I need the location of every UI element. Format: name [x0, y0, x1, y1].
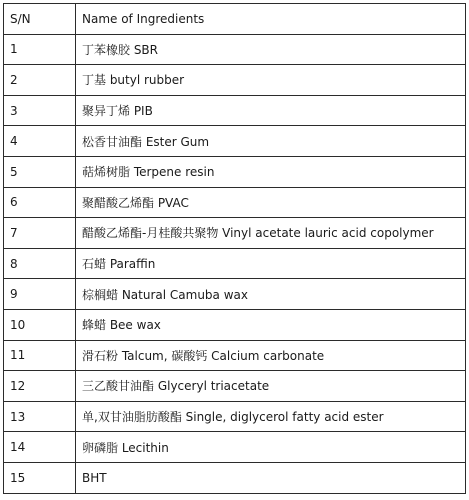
table-row: [4, 187, 466, 218]
row-sn-cell: 4: [4, 126, 76, 157]
header-ingredient-name: Name of Ingredients: [76, 4, 466, 35]
table-row: [4, 95, 466, 126]
row-sn-cell: 13: [4, 401, 76, 432]
row-sn-cell: 9: [4, 279, 76, 310]
table-row: [4, 156, 466, 187]
row-sn-cell: 8: [4, 248, 76, 279]
row-ingredient-cell: 丁苯橡胶 SBR: [76, 34, 466, 65]
table-row: [4, 309, 466, 340]
table-row: [4, 371, 466, 402]
row-ingredient-cell: 三乙酸甘油酯 Glyceryl triacetate: [76, 371, 466, 402]
ingredients-table: [3, 3, 466, 494]
row-sn-cell: 10: [4, 309, 76, 340]
row-sn-cell: 1: [4, 34, 76, 65]
row-ingredient-cell: 滑石粉 Talcum, 碳酸钙 Calcium carbonate: [76, 340, 466, 371]
row-ingredient-cell: 卵磷脂 Lecithin: [76, 432, 466, 463]
row-sn-cell: 7: [4, 218, 76, 249]
row-ingredient-cell: 丁基 butyl rubber: [76, 65, 466, 96]
table-row: [4, 34, 466, 65]
row-sn-cell: 3: [4, 95, 76, 126]
row-ingredient-cell: 松香甘油酯 Ester Gum: [76, 126, 466, 157]
row-ingredient-cell: 石蜡 Paraffin: [76, 248, 466, 279]
row-sn-cell: 6: [4, 187, 76, 218]
table-row: [4, 279, 466, 310]
row-sn-cell: 14: [4, 432, 76, 463]
row-ingredient-cell: 萜烯树脂 Terpene resin: [76, 156, 466, 187]
row-sn-cell: 2: [4, 65, 76, 96]
row-ingredient-cell: 醋酸乙烯酯-月桂酸共聚物 Vinyl acetate lauric acid copolymer: [76, 218, 466, 249]
row-ingredient-cell: BHT: [76, 462, 466, 493]
table-body: [4, 34, 466, 493]
table-row: [4, 218, 466, 249]
table-row: [4, 126, 466, 157]
table-row: [4, 462, 466, 493]
table-header-row: [4, 4, 466, 35]
row-ingredient-cell: 聚异丁烯 PIB: [76, 95, 466, 126]
row-ingredient-cell: 蜂蜡 Bee wax: [76, 309, 466, 340]
table-row: [4, 248, 466, 279]
row-sn-cell: 15: [4, 462, 76, 493]
table-row: [4, 340, 466, 371]
row-sn-cell: 12: [4, 371, 76, 402]
table-row: [4, 432, 466, 463]
row-ingredient-cell: 棕榈蜡 Natural Camuba wax: [76, 279, 466, 310]
row-ingredient-cell: 单,双甘油脂肪酸酯 Single, diglycerol fatty acid ester: [76, 401, 466, 432]
row-sn-cell: 5: [4, 156, 76, 187]
table-row: [4, 65, 466, 96]
header-sn: S/N: [4, 4, 76, 35]
row-sn-cell: 11: [4, 340, 76, 371]
row-ingredient-cell: 聚醋酸乙烯酯 PVAC: [76, 187, 466, 218]
table-row: [4, 401, 466, 432]
